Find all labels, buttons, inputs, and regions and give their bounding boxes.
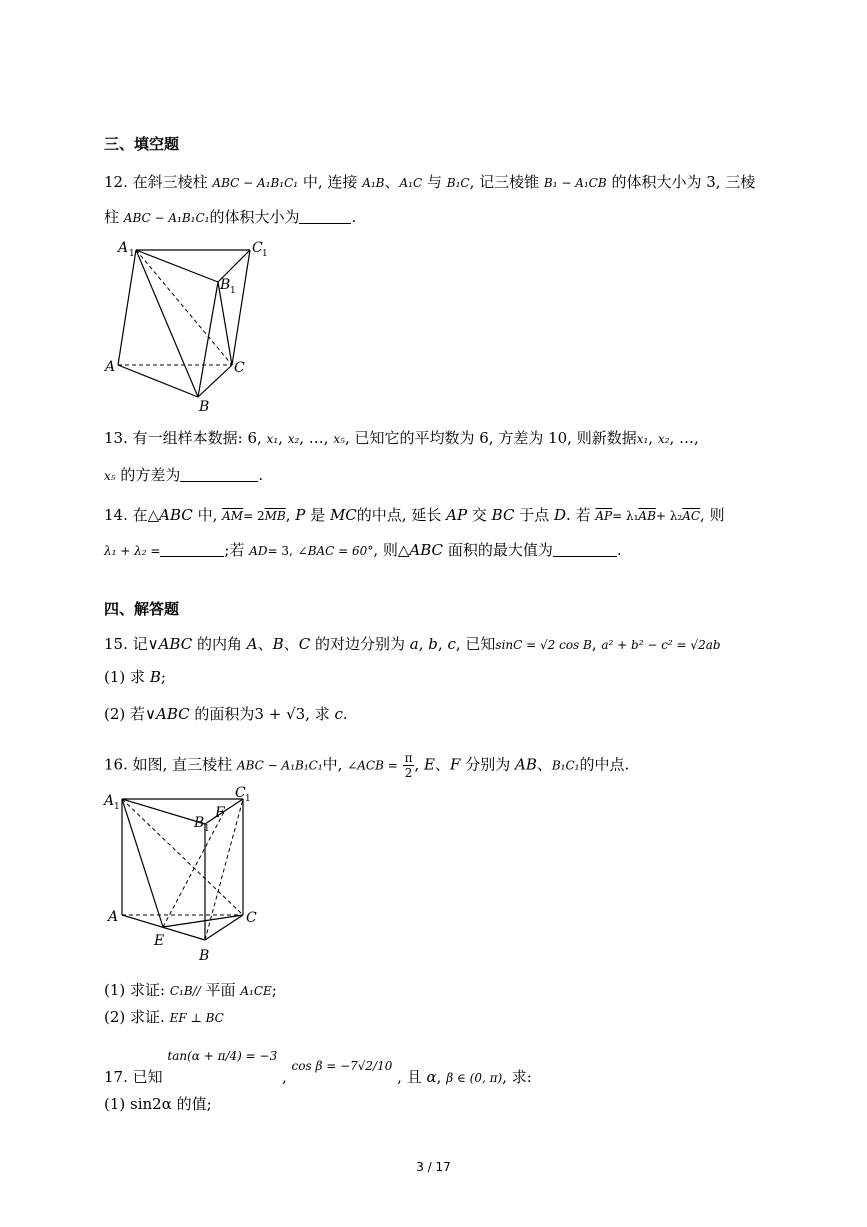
section-title-fill-in: 三、填空题 [104,135,180,153]
label-a: A [105,359,116,375]
question-14-line-1: 14. 在△ABC 中, $\overline{AM}= 2\overline{MB}$, P 是 MC的中点, 延长 AP 交 BC 于点 D. 若 $\overline{AP}= \lambda_1\overline{AB}+ \lambda_2\overline{AC}$, 则 [104,506,725,524]
label-b1: B [220,277,231,293]
prism-figure-q12 [100,234,280,414]
answer-blank [160,541,224,557]
label-c1: C [252,240,263,256]
question-16-line-1: 16. 如图, 直三棱柱 ABC − A₁B₁C₁中, ∠ACB = $\frac{\pi}{2}$ , E、F 分别为 AB、B₁C₁的中点. [104,751,630,780]
question-13-line-1: 13. 有一组样本数据: 6, x₁, x₂, …, x₅, 已知它的平均数为 6, 方差为 10, 则新数据x₁, x₂, …, [104,429,699,447]
question-12-line-1: 12. 在斜三棱柱 ABC − A₁B₁C₁ 中, 连接 A₁B、A₁C 与 B₁C, 记三棱锥 B₁ − A₁CB 的体积大小为 3, 三棱 [104,173,756,191]
question-13-line-2: x₅ 的方差为 . [104,466,264,484]
answer-blank [180,466,258,482]
answer-blank [553,541,617,557]
label-a1: A [118,240,129,256]
question-17-line-1: 17. 已知 $^{tan(\alpha + \pi/4) = -3}$ , $^{cos \beta = -7√2/10}$ , 且 α, β ∈ (0, π), 求: [104,1049,532,1086]
label-e: E [154,933,165,949]
label-a1: A [104,793,115,809]
svg-text:1: 1 [230,286,236,296]
question-16-part-2: (2) 求证. EF ⊥ BC [104,1008,224,1026]
label-b: B [199,948,210,964]
question-12-line-2: 柱 ABC − A₁B₁C₁的体积大小为 . [104,208,357,226]
label-f: F [215,805,225,821]
svg-text:1: 1 [114,802,120,812]
label-c: C [246,910,257,926]
svg-text:1: 1 [204,824,210,834]
svg-text:1: 1 [245,794,251,804]
question-14-line-2: λ₁ + λ₂ = ;若 AD= 3, ∠BAC = 60°, 则△ABC 面积的最大值为 . [104,541,622,559]
answer-blank [299,208,351,224]
question-15-line-1: 15. 记∨ABC 的内角 A、B、C 的对边分别为 a, b, c, 已知sinC = √2 cos B, a² + b² − c² = √2ab [104,635,721,653]
svg-text:1: 1 [262,249,268,259]
question-17-part-1: (1) sin2α 的值; [104,1095,212,1113]
question-15-part-1: (1) 求 B; [104,668,166,686]
label-b: B [199,399,210,414]
svg-text:1: 1 [129,249,135,259]
label-a: A [108,909,119,925]
label-c1: C [235,785,246,801]
question-15-part-2: (2) 若∨ABC 的面积为3 + √3, 求 c. [104,705,348,723]
question-16-part-1: (1) 求证: C₁B// 平面 A₁CE; [104,981,277,999]
page-number: 3 / 17 [416,1160,451,1174]
prism-figure-q16 [100,784,270,974]
label-c: C [234,360,245,376]
section-title-answer: 四、解答题 [104,600,180,618]
label-b1: B [194,815,205,831]
fraction-pi-over-2: $\frac{\pi}{2}$ [404,751,413,780]
